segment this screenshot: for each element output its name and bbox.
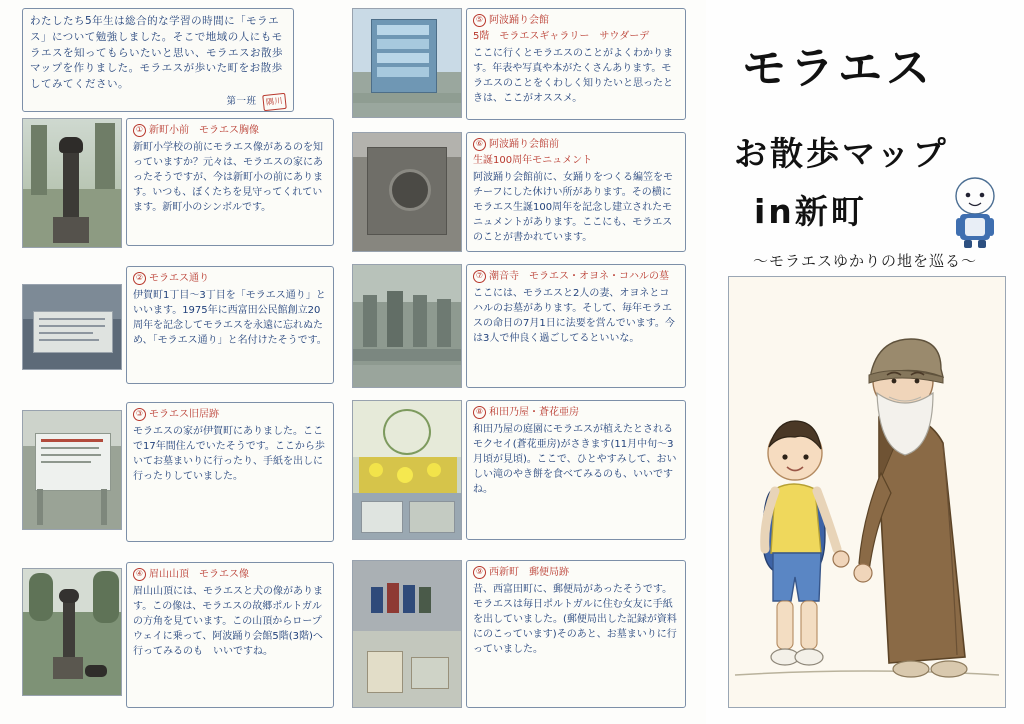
- cover-title-line3: in新町: [754, 192, 867, 231]
- entry-subtitle-6: 生誕100周年モニュメント: [473, 155, 593, 166]
- cover-subtitle: 〜モラエスゆかりの地を巡る〜: [752, 252, 977, 270]
- entry-title-3: ③ モラエス旧居跡: [133, 407, 327, 422]
- entry-subtitle-5: 5階 モラエスギャラリー サウダーデ: [473, 31, 650, 42]
- entry-photo-5: [352, 8, 462, 118]
- entry-title-1: ① 新町小前 モラエス胸像: [133, 123, 327, 138]
- entry-photo-7: [352, 264, 462, 388]
- cover-illustration: [728, 276, 1006, 708]
- entry-title-6: ⑥ 阿波踊り会館前: [473, 137, 679, 152]
- entry-card-6: [352, 132, 686, 256]
- entry-note-7: [466, 264, 686, 388]
- entry-body-7: ここには、モラエスと2人の妻、オヨネとコハルのお墓があります。そして、毎年モラエスの命日の7月1日に法要を営んでいます。今は3人で仲良く過ごしてるといいな。: [473, 288, 675, 344]
- entry-body-8: 和田乃屋の庭園にモラエスが植えたとされるモクセイ(蒼花亜房)がさきます(11月中旬〜3月頃が見頃)。ここで、ひとやすみして、おいしい滝のやき餅を食べてみるのも、いいですね。: [473, 424, 677, 495]
- entry-note-5: [466, 8, 686, 120]
- entry-card-8: [352, 400, 686, 544]
- entry-title-4: ④ 眉山山頂 モラエス像: [133, 567, 327, 582]
- entry-card-4: [22, 562, 334, 712]
- entry-note-6: [466, 132, 686, 252]
- entry-note-8: [466, 400, 686, 540]
- entry-body-5: ここに行くとモラエスのことがよくわかります。年表や写真や本がたくさんあります。モラエスのことをくわしく知りたいと思ったときは、ここがオススメ。: [473, 48, 673, 104]
- entry-card-1: [22, 118, 334, 250]
- entry-note-3: [126, 402, 334, 542]
- hanko-stamp: 隅川: [262, 93, 287, 111]
- intro-signature: 第一班 隅川: [30, 94, 286, 110]
- entry-title-8: ⑧ 和田乃屋・蒼花亜房: [473, 405, 679, 420]
- entry-photo-2: [22, 284, 122, 370]
- entry-body-1: 新町小学校の前にモラエス像があるのを知っていますか？元々は、モラエスの家にあったそうですが、今は新町小の前にあります。いつも、ぼくたちを見守ってくれています。新町小のシンボルです。: [133, 142, 323, 213]
- intro-text: わたしたち5年生は総合的な学習の時間に「モラエス」について勉強しました。そこで地域の人にもモラエスを知ってもらいたいと思い、モラエスお散歩マップを作りました。モラエスが歩いた町をお散歩してみてください。: [30, 15, 283, 90]
- entry-body-6: 阿波踊り会館前に、女踊りをつくる編笠をモチーフにした休けい所があります。その横にモラエス生誕100周年を記念し建立されたモニュメントがあります。ここにも、モラエスのことが書かれています。: [473, 172, 673, 243]
- entry-body-3: モラエスの家が伊賀町にありました。ここで17年間住んでいたそうです。ここから歩いてお墓まいりに行ったり、手紙を出しに行ったりしていました。: [133, 426, 325, 482]
- entry-note-9: [466, 560, 686, 708]
- entry-card-7: [352, 264, 686, 392]
- entry-card-5: [352, 8, 686, 124]
- entry-body-2: 伊賀町1丁目〜3丁目を「モラエス通り」といいます。1975年に西富田公民館創立20周年を記念してモラエスを永遠に忘れぬため、「モラエス通り」と名付けたそうです。: [133, 290, 327, 346]
- entry-title-5: ⑤ 阿波踊り会館: [473, 13, 679, 28]
- entry-card-3: [22, 402, 334, 546]
- cover-title-line2: お散歩マップ: [734, 134, 949, 173]
- entry-title-2: ② モラエス通り: [133, 271, 327, 286]
- entry-photo-3: [22, 410, 122, 530]
- entry-photo-9: [352, 560, 462, 708]
- entry-photo-8: [352, 400, 462, 540]
- entry-card-2: [22, 266, 334, 388]
- entry-note-2: [126, 266, 334, 384]
- cover-title-line1: モラエス: [742, 43, 934, 94]
- cover-panel: [706, 0, 1024, 724]
- intro-note: [22, 8, 294, 112]
- entry-photo-1: [22, 118, 122, 248]
- entry-note-1: [126, 118, 334, 246]
- entry-title-7: ⑦ 潮音寺 モラエス・オヨネ・コハルの墓: [473, 269, 679, 284]
- entry-body-4: 眉山山頂には、モラエスと犬の像があります。この像は、モラエスの故郷ポルトガルの方角を見ています。この山頂からロープウェイに乗って、阿波踊り会館5階(3階)へ行ってみるのも いいですね。: [133, 586, 323, 657]
- entry-note-4: [126, 562, 334, 708]
- mascot-icon: [948, 176, 1002, 250]
- entry-title-9: ⑨ 西新町 郵便局跡: [473, 565, 679, 580]
- entry-body-9: 昔、西富田町に、郵便局があったそうです。モラエスは毎日ポルトガルに住む女友に手紙を出していました。(郵便局出した記録が資料にのこっています)そのあと、お墓まいりに行っていました。: [473, 584, 677, 655]
- entry-photo-6: [352, 132, 462, 252]
- entry-card-9: [352, 560, 686, 712]
- entry-photo-4: [22, 568, 122, 696]
